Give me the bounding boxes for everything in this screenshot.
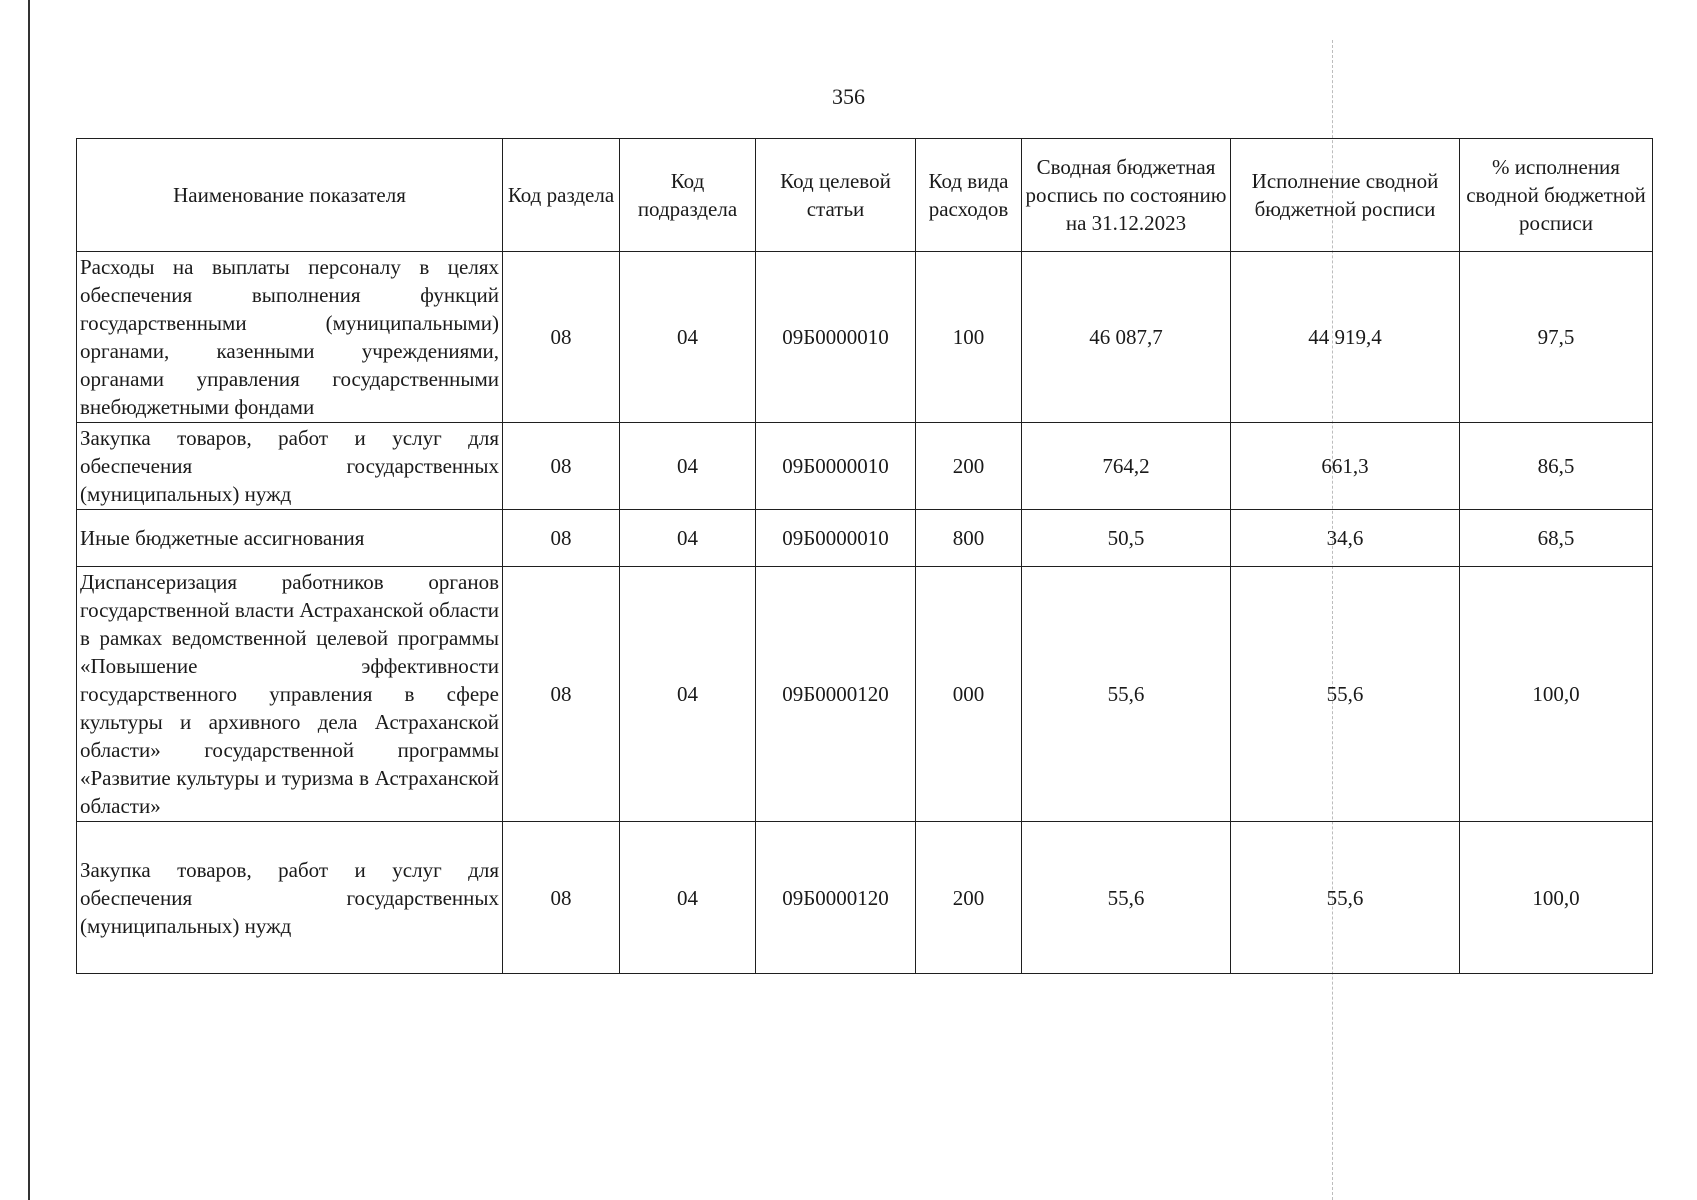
table-header-row <box>77 139 1653 252</box>
cell-indicator-name: Закупка товаров, работ и услуг для обеспечения государственных (муниципальных) нужд <box>77 423 503 510</box>
cell-budget-executed: 661,3 <box>1231 423 1460 510</box>
cell-section-code: 08 <box>503 510 620 567</box>
header-target-code: Код целевой статьи <box>756 139 916 252</box>
cell-target-code: 09Б0000120 <box>756 822 916 974</box>
header-budget-executed: Исполнение сводной бюджетной росписи <box>1231 139 1460 252</box>
header-section-code: Код раздела <box>503 139 620 252</box>
cell-section-code: 08 <box>503 567 620 822</box>
cell-expense-type-code: 200 <box>916 423 1022 510</box>
budget-execution-table <box>76 138 1653 974</box>
cell-execution-percent: 100,0 <box>1460 567 1653 822</box>
cell-section-code: 08 <box>503 822 620 974</box>
table-row <box>77 252 1653 423</box>
cell-budget-executed: 44 919,4 <box>1231 252 1460 423</box>
cell-target-code: 09Б0000010 <box>756 252 916 423</box>
header-expense-type-code: Код вида расходов <box>916 139 1022 252</box>
table-row <box>77 822 1653 974</box>
header-indicator-name: Наименование показателя <box>77 139 503 252</box>
cell-indicator-name: Расходы на выплаты персоналу в целях обеспечения выполнения функций государственными (муниципальными) органами, казенными учреждениями, органами управления государственными внебюджетными фондами <box>77 252 503 423</box>
cell-budget-plan: 46 087,7 <box>1022 252 1231 423</box>
cell-budget-executed: 55,6 <box>1231 567 1460 822</box>
cell-budget-plan: 55,6 <box>1022 567 1231 822</box>
cell-target-code: 09Б0000010 <box>756 510 916 567</box>
cell-expense-type-code: 200 <box>916 822 1022 974</box>
cell-subsection-code: 04 <box>620 822 756 974</box>
binding-edge-line <box>28 0 30 1200</box>
cell-budget-executed: 34,6 <box>1231 510 1460 567</box>
cell-indicator-name: Диспансеризация работников органов государственной власти Астраханской области в рамках ведомственной целевой программы «Повышение эффективности государственного управления в сфере культуры и архивного дела Астраханской области» государственной программы «Развитие культуры и туризма в Астраханской области» <box>77 567 503 822</box>
cell-budget-plan: 764,2 <box>1022 423 1231 510</box>
page-number: 356 <box>832 84 865 109</box>
cell-section-code: 08 <box>503 423 620 510</box>
table-row <box>77 423 1653 510</box>
cell-subsection-code: 04 <box>620 567 756 822</box>
cell-target-code: 09Б0000120 <box>756 567 916 822</box>
cell-indicator-name: Закупка товаров, работ и услуг для обеспечения государственных (муниципальных) нужд <box>77 822 503 974</box>
cell-expense-type-code: 800 <box>916 510 1022 567</box>
header-subsection-code: Код подраздела <box>620 139 756 252</box>
cell-expense-type-code: 000 <box>916 567 1022 822</box>
cell-indicator-name: Иные бюджетные ассигнования <box>77 510 503 567</box>
cell-budget-plan: 50,5 <box>1022 510 1231 567</box>
header-execution-percent: % исполнения сводной бюджетной росписи <box>1460 139 1653 252</box>
cell-subsection-code: 04 <box>620 510 756 567</box>
cell-execution-percent: 97,5 <box>1460 252 1653 423</box>
cell-subsection-code: 04 <box>620 252 756 423</box>
cell-execution-percent: 86,5 <box>1460 423 1653 510</box>
cell-execution-percent: 100,0 <box>1460 822 1653 974</box>
table-row <box>77 567 1653 822</box>
header-budget-plan: Сводная бюджетная роспись по состоянию на 31.12.2023 <box>1022 139 1231 252</box>
cell-budget-plan: 55,6 <box>1022 822 1231 974</box>
table-row <box>77 510 1653 567</box>
cell-expense-type-code: 100 <box>916 252 1022 423</box>
cell-execution-percent: 68,5 <box>1460 510 1653 567</box>
cell-target-code: 09Б0000010 <box>756 423 916 510</box>
cell-section-code: 08 <box>503 252 620 423</box>
cell-subsection-code: 04 <box>620 423 756 510</box>
cell-budget-executed: 55,6 <box>1231 822 1460 974</box>
